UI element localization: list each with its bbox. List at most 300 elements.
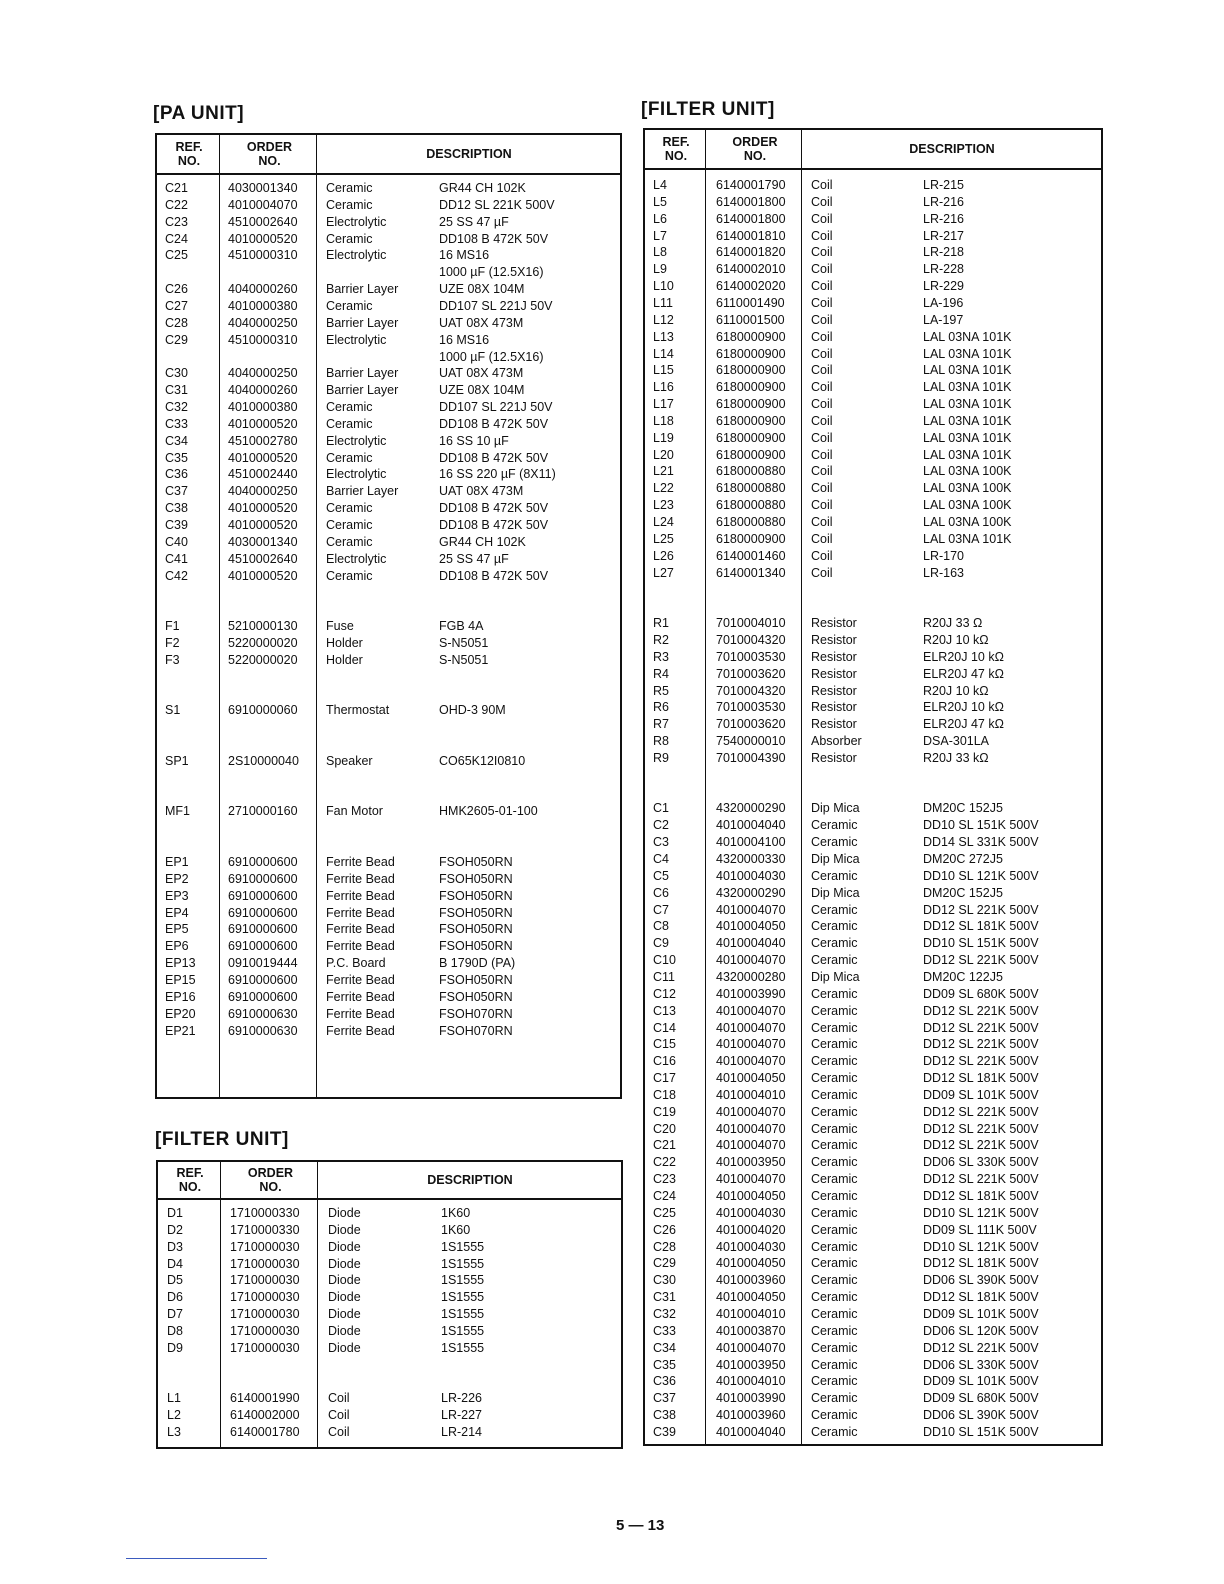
order-no-cell: 6180000900 (716, 447, 786, 462)
ref-no-cell: C32 (165, 400, 188, 415)
table-row (645, 1324, 1101, 1341)
part-type-cell: Ceramic (811, 1222, 858, 1237)
ref-no-cell: D1 (167, 1206, 183, 1220)
ref-no-cell: C6 (653, 885, 669, 900)
part-type-cell: Diode (328, 1273, 361, 1288)
ref-no-cell: L11 (653, 295, 673, 310)
part-type-cell: Ceramic (811, 1020, 858, 1035)
part-spec-cell: FSOH050RN (439, 972, 513, 987)
order-no-cell: 6910000600 (228, 939, 298, 954)
ref-no-cell: L20 (653, 447, 674, 462)
order-no-cell: 4010004050 (716, 1071, 786, 1086)
part-type-cell: Ceramic (811, 868, 858, 883)
part-spec-cell: LAL 03NA 101K (923, 363, 1012, 378)
order-no-cell: 6180000900 (716, 413, 786, 428)
part-type-cell: Coil (811, 447, 833, 462)
table-row (157, 1007, 620, 1024)
part-type-cell: Holder (326, 652, 363, 667)
ref-no-header: REF. NO. (175, 140, 203, 168)
ref-no-cell: S1 (165, 703, 181, 718)
table-row (157, 889, 620, 906)
ref-no-cell: C30 (165, 366, 188, 381)
table-row (645, 397, 1101, 414)
order-no-cell: 4010004050 (716, 1256, 786, 1271)
part-spec-cell: DD108 B 472K 50V (439, 416, 549, 431)
part-spec-cell: LR-214 (441, 1425, 482, 1440)
ref-no-cell: SP1 (165, 753, 189, 768)
ref-no-cell: R4 (653, 666, 669, 681)
order-no-cell: 4010004040 (716, 818, 786, 833)
part-spec-cell: 1S1555 (441, 1239, 485, 1254)
part-type-cell: Dip Mica (811, 885, 860, 900)
order-no-cell: 6180000900 (716, 430, 786, 445)
part-spec-cell: LR-216 (923, 194, 964, 209)
ref-no-cell: EP3 (165, 888, 189, 903)
ref-no-cell: C25 (653, 1205, 676, 1220)
part-type-cell: Coil (811, 498, 833, 513)
part-spec-cell: DD06 SL 330K 500V (923, 1357, 1039, 1372)
part-type-cell: Ceramic (811, 1290, 858, 1305)
part-spec-cell: FSOH050RN (439, 871, 513, 886)
table-row (645, 262, 1101, 279)
part-spec-cell: DD10 SL 121K 500V (923, 1205, 1039, 1220)
table-row (157, 248, 620, 265)
table-row (645, 700, 1101, 717)
part-spec-cell: LR-227 (441, 1408, 482, 1423)
part-spec-cell: LAL 03NA 101K (923, 447, 1012, 462)
ref-no-cell: C14 (653, 1020, 676, 1035)
part-spec-cell: LR-163 (923, 565, 964, 580)
order-no-cell: 1710000030 (230, 1290, 300, 1305)
part-type-cell: Speaker (326, 753, 373, 768)
ref-no-cell: L7 (653, 228, 667, 243)
ref-no-cell: C38 (165, 501, 188, 516)
part-spec-cell: UZE 08X 104M (439, 383, 525, 398)
ref-no-cell: L23 (653, 498, 674, 513)
part-type-cell: Ceramic (326, 197, 373, 212)
order-no-cell: 6140001990 (230, 1391, 300, 1406)
part-type-cell: Ceramic (811, 818, 858, 833)
part-type-cell: Coil (811, 279, 833, 294)
table-header (158, 1162, 621, 1200)
table-row (645, 801, 1101, 818)
part-type-cell: Fan Motor (326, 804, 383, 819)
order-no-cell: 4320000280 (716, 969, 786, 984)
order-no-header: ORDER NO. (732, 135, 778, 163)
part-type-cell: Resistor (811, 717, 857, 732)
ref-no-cell: C24 (165, 231, 188, 246)
order-no-cell: 4010004010 (716, 1306, 786, 1321)
part-spec-cell: DD12 SL 221K 500V (923, 1104, 1039, 1119)
order-no-cell: 5220000020 (228, 635, 298, 650)
part-spec-cell: 25 SS 47 µF (439, 551, 509, 566)
ref-no-cell: EP13 (165, 956, 196, 971)
ref-no-cell: C24 (653, 1189, 676, 1203)
part-type-cell: Resistor (811, 616, 857, 631)
part-type-cell: Coil (811, 430, 833, 445)
part-type-cell: Coil (811, 295, 833, 310)
order-no-cell: 4510002440 (228, 467, 298, 482)
ref-no-cell: F3 (165, 652, 180, 667)
order-no-cell: 5220000020 (228, 652, 298, 667)
part-spec-cell: DD12 SL 181K 500V (923, 1290, 1039, 1305)
part-spec-cell: FSOH050RN (439, 922, 513, 937)
part-spec-cell: 1S1555 (441, 1290, 485, 1305)
ref-no-cell: C16 (653, 1054, 676, 1069)
order-no-cell: 1710000030 (230, 1239, 300, 1254)
part-spec-cell: DD12 SL 221K 500V (923, 1340, 1039, 1355)
order-no-cell: 6180000900 (716, 346, 786, 361)
order-no-cell: 7010003620 (716, 666, 786, 681)
order-no-cell: 4010003960 (716, 1273, 786, 1288)
order-no-cell: 6140001800 (716, 211, 786, 226)
part-spec-cell: LAL 03NA 100K (923, 498, 1012, 513)
table-row (157, 653, 620, 670)
ref-no-cell: C5 (653, 868, 669, 883)
part-spec-cell: S-N5051 (439, 652, 489, 667)
part-type-cell: Ceramic (811, 1391, 858, 1406)
part-type-cell: Resistor (811, 632, 857, 647)
ref-no-cell: C34 (165, 433, 188, 448)
part-type-cell: Barrier Layer (326, 315, 399, 330)
ref-no-cell: R7 (653, 717, 669, 732)
ref-no-cell: C28 (165, 315, 188, 330)
part-type-cell: Electrolytic (326, 332, 387, 347)
part-type-cell: Coil (811, 346, 833, 361)
table-row (157, 366, 620, 383)
part-type-cell: Barrier Layer (326, 383, 399, 398)
part-spec-cell: 1000 µF (12.5X16) (439, 349, 544, 364)
order-no-cell: 1710000030 (230, 1256, 300, 1271)
order-no-cell: 6140001460 (716, 548, 786, 563)
order-no-cell: 4510002780 (228, 433, 298, 448)
part-type-cell: Barrier Layer (326, 282, 399, 297)
table-row (645, 1358, 1101, 1375)
order-no-cell: 4010004070 (716, 1003, 786, 1018)
part-type-cell: Ceramic (811, 1189, 858, 1203)
part-spec-cell: DD107 SL 221J 50V (439, 298, 553, 313)
ref-no-cell: C10 (653, 953, 676, 968)
order-no-cell: 6910000600 (228, 871, 298, 886)
order-no-cell: 4010003950 (716, 1357, 786, 1372)
table-row (645, 515, 1101, 532)
table-row (645, 1071, 1101, 1088)
part-type-cell: Electrolytic (326, 433, 387, 448)
ref-no-cell: C30 (653, 1273, 676, 1288)
order-no-cell: 4010000380 (228, 400, 298, 415)
part-spec-cell: R20J 33 Ω (923, 616, 983, 631)
table-row (157, 552, 620, 569)
table-row (645, 667, 1101, 684)
table-row (645, 245, 1101, 262)
part-type-cell: Coil (811, 464, 833, 479)
part-type-cell: Diode (328, 1256, 361, 1271)
table-row (645, 1037, 1101, 1054)
part-type-cell: Ceramic (811, 1138, 858, 1153)
table-row (158, 1324, 621, 1341)
table-header (645, 130, 1101, 170)
ref-no-cell: C8 (653, 919, 669, 934)
part-type-cell: Ceramic (811, 1306, 858, 1321)
part-type-cell: Coil (811, 363, 833, 378)
part-spec-cell: DM20C 122J5 (923, 969, 1003, 984)
order-no-cell: 4010004070 (716, 1138, 786, 1153)
ref-no-cell: L4 (653, 178, 667, 192)
part-spec-cell: CO65K12I0810 (439, 753, 526, 768)
part-type-cell: Electrolytic (326, 467, 387, 482)
table-row (645, 279, 1101, 296)
part-spec-cell: ELR20J 10 kΩ (923, 649, 1004, 664)
order-no-cell: 4040000250 (228, 315, 298, 330)
order-no-cell: 6180000880 (716, 515, 786, 529)
table-row (645, 633, 1101, 650)
table-row (157, 484, 620, 501)
part-spec-cell: DD12 SL 181K 500V (923, 1071, 1039, 1086)
part-type-cell: Barrier Layer (326, 366, 399, 381)
table-row (645, 464, 1101, 481)
order-no-cell: 4010004050 (716, 919, 786, 934)
table-row (645, 785, 1101, 802)
ref-no-cell: C34 (653, 1340, 676, 1355)
table-row (157, 804, 620, 821)
part-type-cell: Coil (811, 565, 833, 580)
part-type-cell: Ceramic (326, 298, 373, 313)
table-row (158, 1341, 621, 1358)
part-spec-cell: DM20C 272J5 (923, 852, 1003, 866)
part-spec-cell: DD12 SL 221K 500V (923, 953, 1039, 968)
part-type-cell: Ceramic (326, 568, 373, 583)
part-type-cell: Coil (811, 515, 833, 529)
ref-no-cell: C21 (653, 1138, 676, 1153)
part-type-cell: Ceramic (811, 1374, 858, 1389)
part-type-cell: Ceramic (811, 1273, 858, 1288)
table-row (645, 751, 1101, 768)
ref-no-cell: C33 (653, 1323, 676, 1338)
ref-no-cell: C36 (653, 1374, 676, 1389)
order-no-cell: 4010004040 (716, 936, 786, 951)
order-no-cell: 1710000330 (230, 1222, 300, 1237)
ref-no-cell: L8 (653, 245, 667, 260)
ref-no-cell: C2 (653, 818, 669, 833)
ref-no-cell: R3 (653, 649, 669, 664)
part-type-cell: Diode (328, 1340, 361, 1355)
order-no-cell: 2710000160 (228, 804, 298, 819)
part-type-cell: Coil (811, 194, 833, 209)
ref-no-cell: C17 (653, 1071, 676, 1086)
table-row (645, 970, 1101, 987)
table-row (645, 498, 1101, 515)
ref-no-cell: C15 (653, 1037, 676, 1052)
part-type-cell: Ceramic (811, 1357, 858, 1372)
part-spec-cell: GR44 CH 102K (439, 534, 526, 549)
part-spec-cell: LAL 03NA 100K (923, 515, 1012, 529)
ref-no-cell: C40 (165, 534, 188, 549)
part-type-cell: Ceramic (326, 231, 373, 246)
table-row (645, 734, 1101, 751)
part-spec-cell: 1S1555 (441, 1340, 485, 1355)
table-row (157, 788, 620, 805)
part-spec-cell: DD09 SL 101K 500V (923, 1306, 1039, 1321)
part-type-cell: Dip Mica (811, 801, 860, 816)
ref-no-cell: L2 (167, 1408, 181, 1423)
order-no-cell: 6110001490 (716, 295, 785, 310)
ref-no-cell: L26 (653, 548, 674, 563)
table-row (645, 1189, 1101, 1206)
ref-no-cell: R9 (653, 750, 669, 765)
ref-no-cell: EP15 (165, 972, 196, 987)
table-row (157, 282, 620, 299)
part-type-cell: Ferrite Bead (326, 939, 395, 954)
order-no-cell: 4010004030 (716, 868, 786, 883)
part-type-cell: Resistor (811, 700, 857, 715)
order-no-cell: 4010004100 (716, 835, 786, 850)
ref-no-cell: C37 (653, 1391, 676, 1406)
table-row (158, 1375, 621, 1392)
part-spec-cell: LAL 03NA 101K (923, 430, 1012, 445)
table-row (158, 1408, 621, 1425)
part-type-cell: Coil (328, 1425, 350, 1440)
part-type-cell: Ceramic (811, 1408, 858, 1423)
table-row (157, 333, 620, 350)
order-no-cell: 6180000900 (716, 380, 786, 395)
part-spec-cell: FSOH070RN (439, 1023, 513, 1038)
part-spec-cell: DD10 SL 151K 500V (923, 936, 1039, 951)
part-spec-cell: DD12 SL 221K 500V (923, 902, 1039, 917)
part-spec-cell: LR-226 (441, 1391, 482, 1406)
table-row (645, 1391, 1101, 1408)
part-type-cell: Coil (811, 531, 833, 546)
order-no-cell: 6180000880 (716, 481, 786, 496)
ref-no-cell: L9 (653, 262, 667, 277)
ref-no-cell: EP1 (165, 855, 189, 869)
part-type-cell: Coil (811, 228, 833, 243)
part-type-cell: P.C. Board (326, 956, 386, 971)
table-row (645, 313, 1101, 330)
ref-no-cell: L3 (167, 1425, 181, 1440)
order-no-cell: 6140001820 (716, 245, 786, 260)
order-no-cell: 1710000330 (230, 1206, 300, 1220)
ref-no-cell: C11 (653, 969, 676, 984)
part-type-cell: Ceramic (811, 1087, 858, 1102)
table-row (645, 448, 1101, 465)
order-no-cell: 4320000330 (716, 852, 786, 866)
order-no-cell: 4010000520 (228, 501, 298, 516)
part-spec-cell: DD06 SL 120K 500V (923, 1323, 1039, 1338)
part-spec-cell: DM20C 152J5 (923, 885, 1003, 900)
table-row (157, 906, 620, 923)
part-spec-cell: DM20C 152J5 (923, 801, 1003, 816)
order-no-cell: 6140001790 (716, 178, 786, 192)
table-row (157, 316, 620, 333)
order-no-cell: 4510000310 (228, 248, 298, 263)
ref-no-cell: L25 (653, 531, 674, 546)
order-no-cell: 6140001810 (716, 228, 786, 243)
ref-no-cell: L16 (653, 380, 674, 395)
order-no-cell: 7540000010 (716, 734, 786, 749)
part-spec-cell: DD10 SL 151K 500V (923, 818, 1039, 833)
table-row (157, 990, 620, 1007)
part-spec-cell: R20J 33 kΩ (923, 750, 989, 765)
table-row (157, 434, 620, 451)
table-row (157, 939, 620, 956)
part-spec-cell: DD108 B 472K 50V (439, 501, 549, 516)
table-row (645, 481, 1101, 498)
order-no-cell: 4010004070 (716, 1172, 786, 1187)
table-row (645, 566, 1101, 583)
part-spec-cell: LR-217 (923, 228, 964, 243)
ref-no-cell: C1 (653, 801, 669, 816)
order-no-cell: 4010004010 (716, 1374, 786, 1389)
order-no-cell: 6140002000 (230, 1408, 300, 1423)
part-type-cell: Resistor (811, 750, 857, 765)
order-no-cell: 4010003950 (716, 1155, 786, 1170)
table-row (157, 535, 620, 552)
table-row (645, 431, 1101, 448)
ref-no-cell: L13 (653, 329, 674, 344)
part-spec-cell: DD09 SL 680K 500V (923, 986, 1039, 1001)
order-no-cell: 4040000260 (228, 282, 298, 297)
part-type-cell: Ceramic (811, 953, 858, 968)
table-row (645, 1273, 1101, 1290)
part-spec-cell: 1000 µF (12.5X16) (439, 265, 544, 280)
part-type-cell: Ceramic (811, 1323, 858, 1338)
part-spec-cell: HMK2605-01-100 (439, 804, 538, 819)
table-row (158, 1223, 621, 1240)
part-spec-cell: ELR20J 47 kΩ (923, 717, 1004, 732)
ref-no-cell: L6 (653, 211, 667, 226)
part-spec-cell: 1K60 (441, 1206, 471, 1220)
order-no-cell: 6140002020 (716, 279, 786, 294)
table-row (645, 616, 1101, 633)
table-row (645, 178, 1101, 195)
part-spec-cell: 25 SS 47 µF (439, 214, 509, 229)
table-row (157, 821, 620, 838)
ref-no-cell: C31 (653, 1290, 676, 1305)
part-type-cell: Coil (811, 397, 833, 412)
part-type-cell: Coil (811, 262, 833, 277)
part-type-cell: Coil (811, 329, 833, 344)
table-row (158, 1273, 621, 1290)
ref-no-cell: D2 (167, 1222, 183, 1237)
part-spec-cell: DD12 SL 221K 500V (923, 1020, 1039, 1035)
table-row (157, 703, 620, 720)
table-row (158, 1257, 621, 1274)
part-spec-cell: DD06 SL 330K 500V (923, 1155, 1039, 1170)
table-row (645, 835, 1101, 852)
part-spec-cell: FSOH070RN (439, 1006, 513, 1021)
ref-no-cell: C26 (653, 1222, 676, 1237)
part-spec-cell: DD12 SL 221K 500V (923, 1172, 1039, 1187)
order-no-cell: 6910000600 (228, 972, 298, 987)
part-type-cell: Ceramic (811, 1003, 858, 1018)
order-no-cell: 4010004070 (716, 902, 786, 917)
ref-no-cell: R8 (653, 734, 669, 749)
part-type-cell: Ceramic (811, 1172, 858, 1187)
table-row (157, 602, 620, 619)
part-type-cell: Coil (811, 548, 833, 563)
table-row (645, 1004, 1101, 1021)
part-spec-cell: LAL 03NA 100K (923, 464, 1012, 479)
order-no-cell: 4010000520 (228, 416, 298, 431)
order-no-header: ORDER NO. (246, 140, 293, 168)
order-no-cell: 6910000600 (228, 888, 298, 903)
table-row (645, 684, 1101, 701)
part-spec-cell: LAL 03NA 101K (923, 329, 1012, 344)
order-no-cell: 6180000880 (716, 464, 786, 479)
part-spec-cell: UAT 08X 473M (439, 315, 524, 330)
part-spec-cell: DD10 SL 151K 500V (923, 1424, 1039, 1439)
order-no-cell: 4040000250 (228, 484, 298, 499)
